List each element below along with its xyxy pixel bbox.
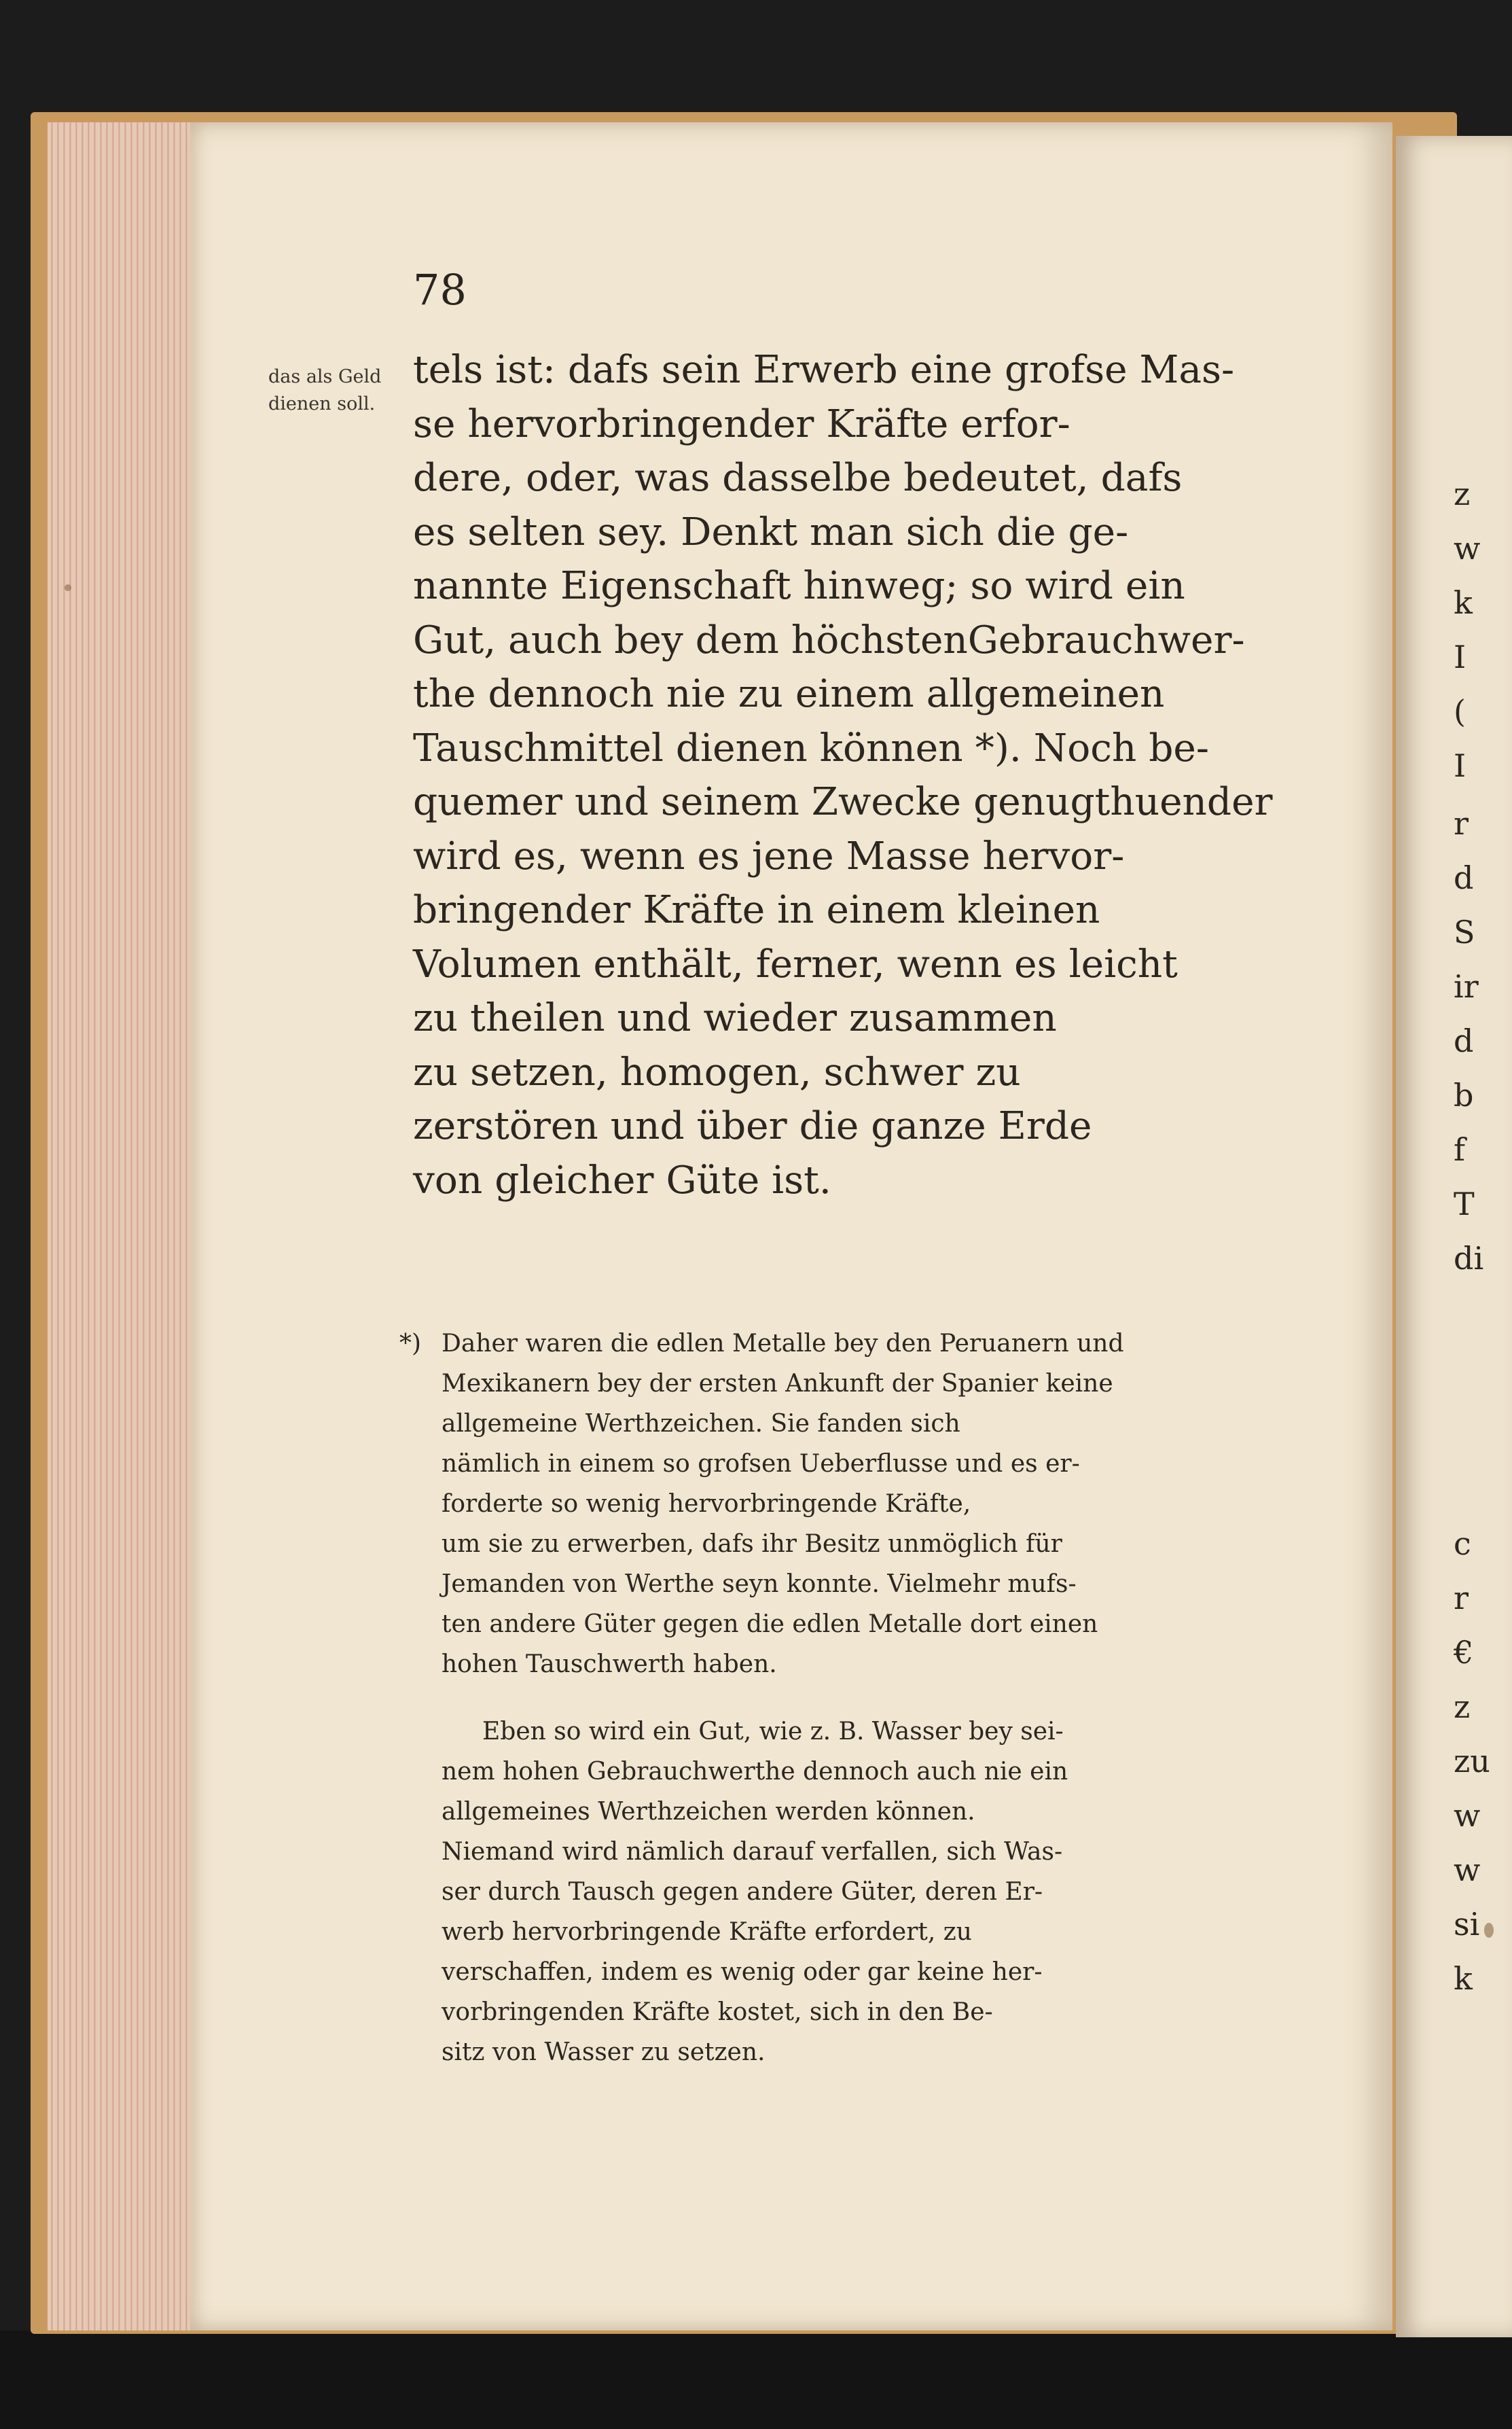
footnote-line: ser durch Tausch gegen andere Güter, deren Er-: [442, 1878, 1043, 1906]
footnote-line: verschaffen, indem es wenig oder gar keine her-: [442, 1958, 1043, 1986]
footnote-line: vorbringenden Kräfte kostet, sich in den Be-: [442, 1998, 993, 2026]
right-page-letter: r: [1454, 1580, 1469, 1616]
footnote-line: Jemanden von Werthe seyn konnte. Vielmehr mufs-: [442, 1570, 1077, 1598]
right-page-letter: d: [1454, 1023, 1474, 1059]
text-line: zu theilen und wieder zusammen: [413, 996, 1057, 1040]
text-line: quemer und seinem Zwecke genugthuender: [413, 780, 1273, 824]
right-page-letter: z: [1454, 1688, 1471, 1725]
text-line: dere, oder, was dasselbe bedeutet, dafs: [413, 456, 1183, 500]
text-line: es selten sey. Denkt man sich die ge-: [413, 510, 1129, 554]
right-page-letter: k: [1454, 584, 1473, 621]
footnote-line: nämlich in einem so grofsen Ueberflusse und es er-: [442, 1450, 1080, 1478]
footnote-line: allgemeines Werthzeichen werden können.: [442, 1798, 975, 1826]
footnote-line: hohen Tauschwerth haben.: [442, 1650, 777, 1678]
stain-spot: [1484, 1923, 1494, 1938]
page-edges: [48, 122, 190, 2330]
page-number: 78: [413, 265, 467, 315]
text-line: se hervorbringender Kräfte erfor-: [413, 402, 1070, 446]
right-page-letter: €: [1454, 1634, 1474, 1671]
main-text: [413, 343, 1273, 1207]
right-page-letter: (: [1454, 693, 1466, 730]
margin-note-line: das als Geld: [268, 366, 382, 387]
right-page: [1396, 136, 1512, 2337]
text-line: zu setzen, homogen, schwer zu: [413, 1050, 1021, 1095]
footnote-line: forderte so wenig hervorbringende Kräfte,: [442, 1490, 971, 1518]
right-page-letter: I: [1454, 639, 1466, 675]
footnote-line: nem hohen Gebrauchwerthe dennoch auch nie ein: [442, 1758, 1068, 1786]
footnote-line: um sie zu erwerben, dafs ihr Besitz unmöglich für: [442, 1530, 1062, 1558]
footnote-1: [399, 1324, 1257, 1684]
footnote-line: ten andere Güter gegen die edlen Metalle dort einen: [442, 1610, 1098, 1638]
right-page-letter: z: [1454, 476, 1471, 512]
right-page-letter: di: [1454, 1240, 1484, 1277]
text-line: tels ist: dafs sein Erwerb eine grofse Mas-: [413, 348, 1235, 392]
footnote-line: sitz von Wasser zu setzen.: [442, 2038, 766, 2066]
background-surface: [0, 2330, 1512, 2429]
right-page-letter: d: [1454, 859, 1474, 896]
text-line: von gleicher Güte ist.: [413, 1158, 831, 1203]
margin-note-line: dienen soll.: [268, 393, 376, 414]
footnotes: [399, 1324, 1257, 2072]
text-line: Gut, auch bey dem höchstenGebrauchwer-: [413, 618, 1245, 662]
text-line: nannte Eigenschaft hinweg; so wird ein: [413, 564, 1185, 608]
footnote-line: allgemeine Werthzeichen. Sie fanden sich: [442, 1410, 960, 1438]
right-page-letter: f: [1454, 1131, 1466, 1168]
right-page-letter: b: [1454, 1077, 1474, 1114]
text-line: Tauschmittel dienen können *). Noch be-: [413, 726, 1209, 770]
footnote-line: Mexikanern bey der ersten Ankunft der Spanier keine: [442, 1370, 1113, 1398]
text-line: bringender Kräfte in einem kleinen: [413, 888, 1100, 932]
footnote-line: werb hervorbringende Kräfte erfordert, zu: [442, 1918, 972, 1946]
text-line: Volumen enthält, ferner, wenn es leicht: [413, 942, 1178, 987]
right-page-letter: si: [1454, 1906, 1480, 1943]
footnote-2: [442, 1712, 1257, 2072]
right-page-letter: w: [1454, 1851, 1481, 1888]
right-page-letter: w: [1454, 530, 1481, 567]
footnote-line: Daher waren die edlen Metalle bey den Peruanern und: [442, 1330, 1124, 1358]
right-page-letter: w: [1454, 1797, 1481, 1834]
right-page-letter: I: [1454, 747, 1466, 784]
right-page-letter: ir: [1454, 968, 1479, 1005]
stain-spot: [65, 584, 71, 591]
right-page-letter: r: [1454, 805, 1469, 842]
margin-note: [268, 364, 411, 418]
right-page-letter: S: [1454, 914, 1475, 951]
text-line: zerstören und über die ganze Erde: [413, 1104, 1092, 1148]
text-line: the dennoch nie zu einem allgemeinen: [413, 672, 1165, 716]
right-page-letter: T: [1454, 1186, 1475, 1222]
right-page-letter: k: [1454, 1960, 1473, 1997]
footnote-line: Niemand wird nämlich darauf verfallen, sich Was-: [442, 1838, 1063, 1866]
right-page-letter: c: [1454, 1525, 1471, 1562]
right-page-letter: zu: [1454, 1743, 1490, 1779]
text-line: wird es, wenn es jene Masse hervor-: [413, 834, 1125, 879]
footnote-marker: *): [399, 1330, 422, 1358]
footnote-line: Eben so wird ein Gut, wie z. B. Wasser bey sei-: [482, 1718, 1064, 1745]
